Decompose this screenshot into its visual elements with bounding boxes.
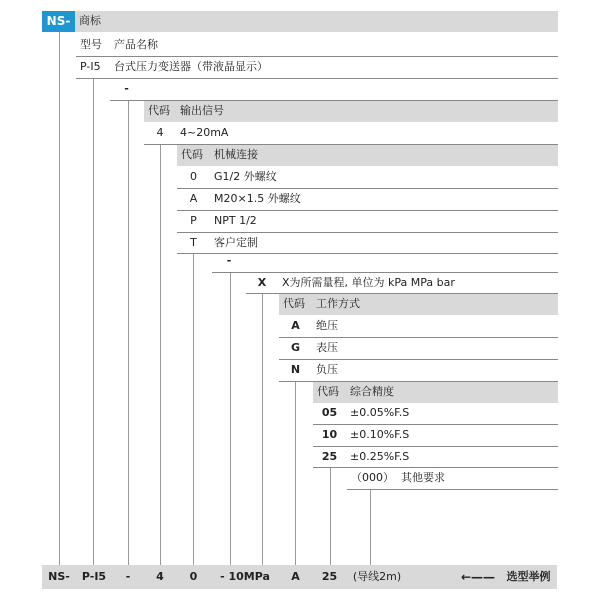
work-mode-code-1: G: [290, 341, 301, 354]
rule: [347, 489, 558, 490]
stem-other: [370, 489, 371, 565]
accuracy-header-name: 综合精度: [346, 382, 558, 403]
stem-model: [93, 78, 94, 565]
example-output: 4: [156, 570, 164, 583]
work-mode-code-2: N: [290, 363, 301, 376]
output-header-code: 代码: [144, 101, 176, 122]
accuracy-code-0: 05: [321, 406, 338, 419]
connection-label-2: NPT 1/2: [214, 214, 257, 227]
accuracy-label-0: ±0.05%F.S: [350, 406, 410, 419]
brand-label: 商标: [75, 11, 558, 32]
accuracy-label-1: ±0.10%F.S: [350, 428, 410, 441]
work-mode-label-2: 负压: [316, 363, 338, 376]
accuracy-header-code: 代码: [313, 382, 346, 403]
work-mode-code-0: A: [291, 319, 300, 332]
model-code: P-I5: [80, 60, 101, 73]
model-header-name: 产品名称: [114, 38, 158, 51]
connection-header-code: 代码: [177, 145, 210, 166]
example-model: P-I5: [81, 570, 107, 583]
model-header-code: 型号: [80, 38, 102, 51]
range-code: X: [257, 276, 267, 289]
stem-sep2: [230, 272, 231, 565]
connection-code-1: A: [189, 192, 198, 205]
separator-2: -: [226, 254, 232, 267]
rule: [76, 78, 558, 79]
example-connection: 0: [189, 570, 198, 583]
accuracy-other-code: （000）: [351, 471, 394, 484]
stem-accuracy: [330, 467, 331, 565]
example-sep1: -: [125, 570, 131, 583]
stem-connection: [193, 253, 194, 565]
brand-badge: NS-: [42, 11, 75, 32]
stem-output: [160, 145, 161, 565]
stem-work-mode: [295, 381, 296, 565]
accuracy-code-1: 10: [321, 428, 338, 441]
connection-label-3: 客户定制: [214, 236, 258, 249]
connection-code-0: 0: [190, 170, 197, 183]
separator-1: -: [124, 82, 129, 95]
work-mode-label-0: 绝压: [316, 319, 338, 332]
connection-label-1: M20×1.5 外螺纹: [214, 192, 301, 205]
output-code: 4: [156, 126, 164, 139]
example-brand: NS-: [48, 570, 70, 583]
output-label: 4~20mA: [180, 126, 229, 139]
work-mode-label-1: 表压: [316, 341, 338, 354]
range-label: X为所需量程, 单位为 kPa MPa bar: [282, 276, 455, 289]
accuracy-label-2: ±0.25%F.S: [350, 450, 410, 463]
example-accuracy: 25: [321, 570, 338, 583]
connection-code-2: P: [190, 214, 197, 227]
connection-header-name: 机械连接: [210, 145, 558, 166]
example-label: 选型举例: [506, 570, 551, 583]
output-header-name: 输出信号: [176, 101, 558, 122]
example-range: - 10MPa: [220, 570, 270, 583]
example-work-mode: A: [291, 570, 300, 583]
stem-range: [262, 293, 263, 565]
accuracy-other-label: 其他要求: [401, 471, 445, 484]
stem-brand: [59, 32, 60, 565]
model-name: 台式压力变送器（带液晶显示）: [114, 60, 268, 73]
arrow-left-icon: ←——: [460, 570, 496, 584]
work-mode-header-code: 代码: [279, 294, 312, 315]
work-mode-header-name: 工作方式: [312, 294, 558, 315]
accuracy-code-2: 25: [321, 450, 338, 463]
stem-sep1: [128, 100, 129, 565]
connection-label-0: G1/2 外螺纹: [214, 170, 277, 183]
connection-code-3: T: [190, 236, 197, 249]
example-note: (导线2m): [352, 570, 402, 583]
